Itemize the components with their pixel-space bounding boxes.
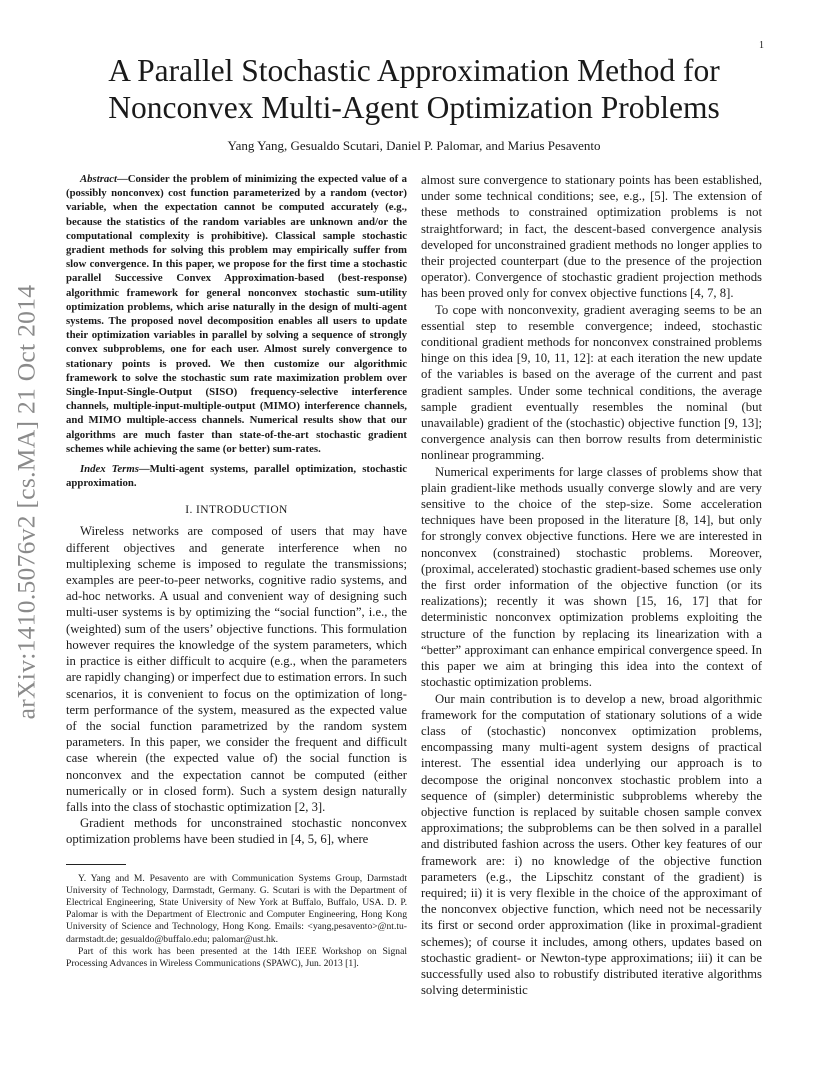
paper-title: A Parallel Stochastic Approximation Method for Nonconvex Multi-Agent Optimization Problems [108,53,720,125]
right-column [421,172,762,998]
section-heading: I. INTRODUCTION [185,504,288,517]
abstract [66,172,407,456]
paragraph: almost sure convergence to stationary points has been established, under some technical conditions; see, e.g., [5]. The extension of these methods to constrained optimization problems is not straightforward; in fact, the descent-based convergence analysis developed for unconstrained gradient methods no longer applies to their projected counterpart (due to the presence of the projection operator). Convergence of stochastic gradient projection methods has been proved only for convex objective functions [4, 7, 8]. [421,173,762,301]
footnote-conference: Part of this work has been presented at the 14th IEEE Workshop on Signal Processing Advances in Wireless Communications (SPAWC), Jun. 2013 [1]. [66,945,407,969]
paragraph: Our main contribution is to develop a new, broad algorithmic framework for the computation of stationary solutions of a wide class of (stochastic) nonconvex optimization problems, encompassing many multi-agent system designs of practical interest. The essential idea underlying our approach is to decompose the original nonconvex stochastic problem into a sequence of (simpler) deterministic subproblems whereby the objective function is replaced by suitable chosen sample convex approximations; the subproblems can be then solved in a parallel and distributed fashion across the users. Other key features of our framework are: i) no knowledge of the objective function parameters (e.g., the Lipschitz constant of the gradient) is required; ii) it is very flexible in the choice of the approximant of the nonconvex objective function, which need not be necessarily its first or second order approximation (like in proximal-gradient schemes); of course it includes, among others, updates based on stochastic gradient- or Newton-type approximations; iii) it can be successfully used also to robustify distributed iterative algorithms solving deterministic [421,691,762,998]
arxiv-id: arXiv:1410.5076v2 [cs.MA] 21 Oct 2014 [11,284,41,720]
footnote-rule [66,864,126,865]
abstract-label: Abstract [80,173,118,185]
paragraph: To cope with nonconvexity, gradient averaging seems to be an essential step to resemble convergence; indeed, stochastic conditional gradient methods for nonconvex constrained problems hinge on this idea [9, 10, 11, 12]: at each iteration the new update of the variables is based on the average of the current and past gradient samples. Under some technical conditions, the average sample gradient eventually resembles the nominal (but unavailable) gradient of the (stochastic) objective function [9, 13]; convergence analysis can then borrow results from deterministic nonlinear programming. [421,302,762,463]
paragraph: Gradient methods for unconstrained stochastic nonconvex optimization problems have been studied in [4, 5, 6], where [66,816,407,847]
index-terms-label: Index Terms [80,463,139,476]
abstract-text: —Consider the problem of minimizing the expected value of a (possibly nonconvex) cost function parameterized by a random (vector) variable, when the expectation cannot be computed accurately (e.g., because the statistics of the random variables are unknown and/or the computational complexity is prohibitive). Classical sample stochastic gradient methods for solving this problem may empirically suffer from slow convergence. In this paper, we propose for the first time a stochastic parallel Successive Convex Approximation-based (best-response) algorithmic framework for general nonconvex stochastic sum-utility optimization problems, which arise naturally in the design of multi-agent systems. The proposed novel decomposition enables all users to update their optimization variables in parallel by solving a sequence of strongly convex subproblems, one for each user. Almost surely convergence to stationary points is proved. We then customize our algorithmic framework to solve the stochastic sum rate maximization problem over Single-Input-Single-Output (SISO) frequency-selective interference channels, multiple-input-multiple-output (MIMO) interference channels, and MIMO multiple-access channels. Numerical results show that our algorithms are much faster than state-of-the-art stochastic gradient schemes while achieving the same (or better) sum-rates. [66,173,407,455]
index-terms-text: —Multi-agent systems, parallel optimization, stochastic approximation. [66,463,408,490]
paragraph: Numerical experiments for large classes of problems show that plain gradient-like methods usually converge slowly and are very sensitive to the choice of the step-size. Some acceleration techniques have been proposed in the literature [8, 14], but only for strongly convex objective functions. Here we are interested in nonconvex (constrained) stochastic problems. Moreover, (proximal, accelerated) stochastic gradient-based schemes use only the first order information of the objective function (or its realizations); recently it was shown [15, 16, 17] that for deterministic nonconvex optimization problems exploiting the structure of the function by replacing its linearization with a “better” approximant can enhance empirical convergence speed. In this paper we aim at bringing this idea into the context of stochastic optimization problems. [421,464,762,690]
left-column [66,172,407,970]
paragraph: Wireless networks are composed of users that may have different objectives and generate interference when no multiplexing scheme is imposed to regulate the transmissions; examples are peer-to-peer networks, cognitive radio systems, and ad-hoc networks. A usual and convenient way of designing such multi-user systems is by optimizing the “social function”, i.e., the (weighted) sum of the users’ objective functions. This formulation however requires the knowledge of the system parameters, which in practice is either difficult to acquire (e.g., when the parameters are rapidly changing) or imperfect due to estimation errors. In such scenarios, it is convenient to focus on the optimization of long-term performance of the system, measured as the expected value of the social function parametrized by the random system parameters. In this paper, we consider the frequent and difficult case wherein (the expected value of) the social function is nonconvex and the expectation cannot be computed (either numerically or in closed form). Such a system design naturally falls into the class of stochastic optimization [2, 3]. [66,524,407,814]
footnote-affiliations: Y. Yang and M. Pesavento are with Communication Systems Group, Darmstadt University of Technology, Darmstadt, Germany. G. Scutari is with the Department of Electrical Engineering, State University of New York at Buffalo, Buffalo, USA. D. P. Palomar is with the Department of Electronic and Computer Engineering, Hong Kong University of Science and Technology, Hong Kong. Emails: <yang,pesavento>@nt.tu-darmstadt.de; gesualdo@buffalo.edu; palomar@ust.hk. [66,872,407,945]
index-terms [66,462,407,490]
page-number: 1 [759,40,764,51]
arxiv-stamp [2,262,50,742]
author-list: Yang Yang, Gesualdo Scutari, Daniel P. Palomar, and Marius Pesavento [227,138,601,153]
